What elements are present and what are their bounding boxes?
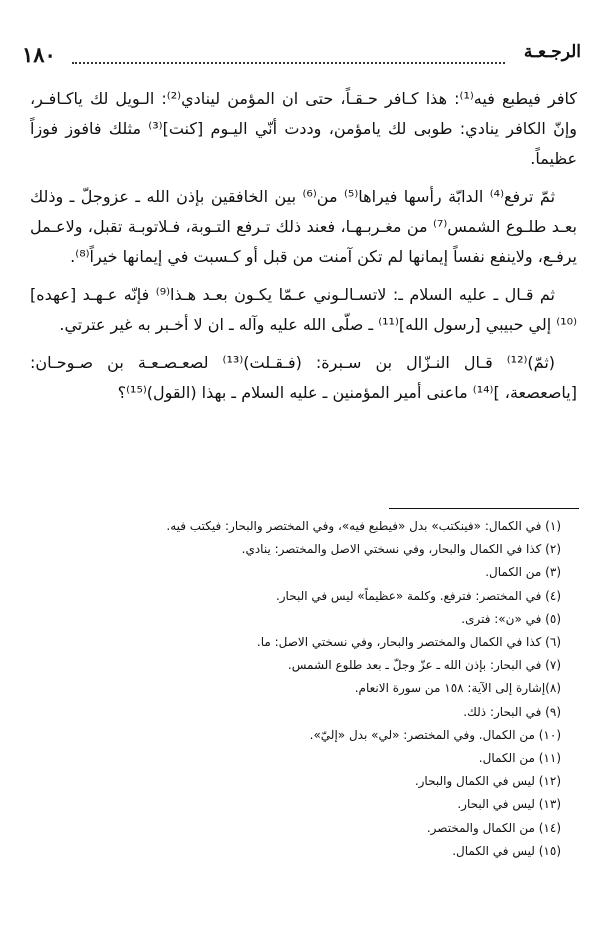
footnote: (٤) في المختصر: فترفع. وكلمة «عظيماً» ليس في البحار. xyxy=(275,588,561,603)
footnotes xyxy=(30,515,561,863)
page-number: ١٨٠ xyxy=(22,42,56,67)
footnote: (٦) كذا في الكمال والمختصر والبحار، وفي نسختي الاصل: ما. xyxy=(256,635,561,650)
footnote: (١٢) ليس في الكمال والبحار. xyxy=(414,774,561,789)
body-paragraph: ثمّ ترفع⁽⁴⁾ الدابّة رأسها فيراها⁽⁵⁾ من⁽⁶⁾ بين الخافقين بإذن الله ـ عزوجلّ ـ وذلك بعـد طلـوع الشمس⁽⁷⁾ من مغـربـهـا، فعند ذلك تـرفع التـوبة، فـلاتوبـة تقبل، ولاعـمل يرفـع، ولاينفع نفساً إيمانها لم تكن آمنت من قبل أو كـسبت في إيمانها خيراً⁽⁸⁾. xyxy=(30,187,578,266)
footnote: (١٣) ليس في البحار. xyxy=(457,797,561,812)
page-header xyxy=(22,34,581,74)
body-paragraph: ثم قـال ـ عليه السلام ـ: لاتسـالـوني عـمّا يكـون بعـد هـذا⁽⁹⁾ فإنّه عـهـد [عهده]⁽¹⁰⁾ إلي حبيبي [رسول الله]⁽¹¹⁾ ـ صلّى الله عليه وآله ـ ان لا أخـبر به غير عترتي. xyxy=(30,285,577,334)
footnote: (١) في الكمال: «فينكتب» بدل «فيطبع فيه»، وفي المختصر والبحار: فيكتب فيه. xyxy=(166,519,561,533)
footnote: (٢) كذا في الكمال والبحار، وفي نسختي الاصل والمختصر: ينادي. xyxy=(241,542,561,557)
footnote: (١٤) من الكمال والمختصر. xyxy=(426,820,561,835)
footnote: (١٠) من الكمال. وفي المختصر: «لي» بدل «إليّ». xyxy=(309,727,561,742)
running-title: الرجـعـة xyxy=(523,42,581,62)
footnote-divider xyxy=(389,508,579,509)
footnote: (١١) من الكمال. xyxy=(478,751,561,766)
footnote: (٨)إشارة إلى الآية: ١٥٨ من سورة الانعام. xyxy=(354,681,561,696)
footnote: (٩) في البحار: ذلك. xyxy=(463,704,561,719)
body-paragraph: (ثمّ)⁽¹²⁾ قـال النـزّال بن سـبرة: (فـقـلت)⁽¹³⁾ لصعـصـعـة بن صـوحـان: [ياصعصعة، ]⁽¹⁴⁾ ماعنى أمير المؤمنين ـ عليه السلام ـ بهذا (القول)⁽¹⁵⁾؟ xyxy=(30,353,577,402)
body-paragraph: كافر فيطبع فيه⁽¹⁾: هذا كـافر حـقـاً، حتى ان المؤمن لينادي⁽²⁾: الـويل لك ياكـافـر، وإنّ الكافر ينادي: طوبى لك يامؤمن، وددت أنّي اليـوم [كنت]⁽³⁾ مثلك فافوز فوزاً عظيماً. xyxy=(30,89,577,168)
footnote: (١٥) ليس في الكمال. xyxy=(452,843,561,858)
footnote: (٣) من الكمال. xyxy=(485,565,561,580)
footnote: (٧) في البحار: بإذن الله ـ عزّ وجلّ ـ بعد طلوع الشمس. xyxy=(287,658,561,673)
header-dotted-rule xyxy=(72,62,505,64)
main-text xyxy=(30,84,577,416)
footnote: (٥) في «ن»: فترى. xyxy=(461,611,561,626)
